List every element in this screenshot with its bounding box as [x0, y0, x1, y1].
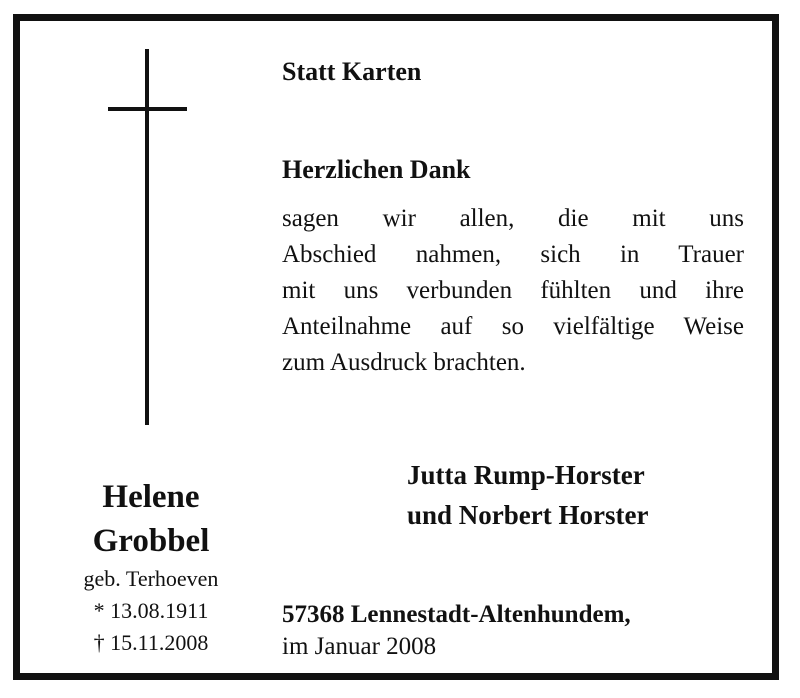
message-line-4: Anteilnahme auf so vielfältige Weise — [282, 313, 744, 340]
deceased-death-date: † 15.11.2008 — [93, 630, 209, 655]
cross-horizontal-bar — [108, 107, 187, 111]
message-line-5: zum Ausdruck brachten. — [282, 349, 526, 376]
deceased-birth-date: * 13.08.1911 — [93, 598, 209, 623]
message-line-1: sagen wir allen, die mit uns — [282, 205, 744, 232]
message-line-3: mit uns verbunden fühlten und ihre — [282, 277, 744, 304]
location-place: 57368 Lennestadt-Altenhundem, — [282, 601, 631, 628]
message-line-2: Abschied nahmen, sich in Trauer — [282, 241, 744, 268]
location-date-block — [282, 599, 631, 663]
deceased-birth-name: geb. Terhoeven — [83, 566, 219, 591]
signer-line-2: und Norbert Horster — [407, 500, 649, 530]
signers-block — [407, 455, 648, 535]
statt-karten-heading: Statt Karten — [282, 57, 422, 86]
deceased-last-name: Grobbel — [92, 523, 210, 559]
obituary-card — [13, 14, 779, 680]
thank-you-message — [282, 201, 744, 381]
cross-vertical-bar — [145, 49, 149, 425]
herzlichen-dank-heading: Herzlichen Dank — [282, 155, 471, 184]
signer-line-1: Jutta Rump-Horster — [407, 460, 645, 490]
deceased-first-name: Helene — [102, 479, 200, 515]
location-date: im Januar 2008 — [282, 633, 437, 660]
deceased-block — [40, 475, 262, 659]
